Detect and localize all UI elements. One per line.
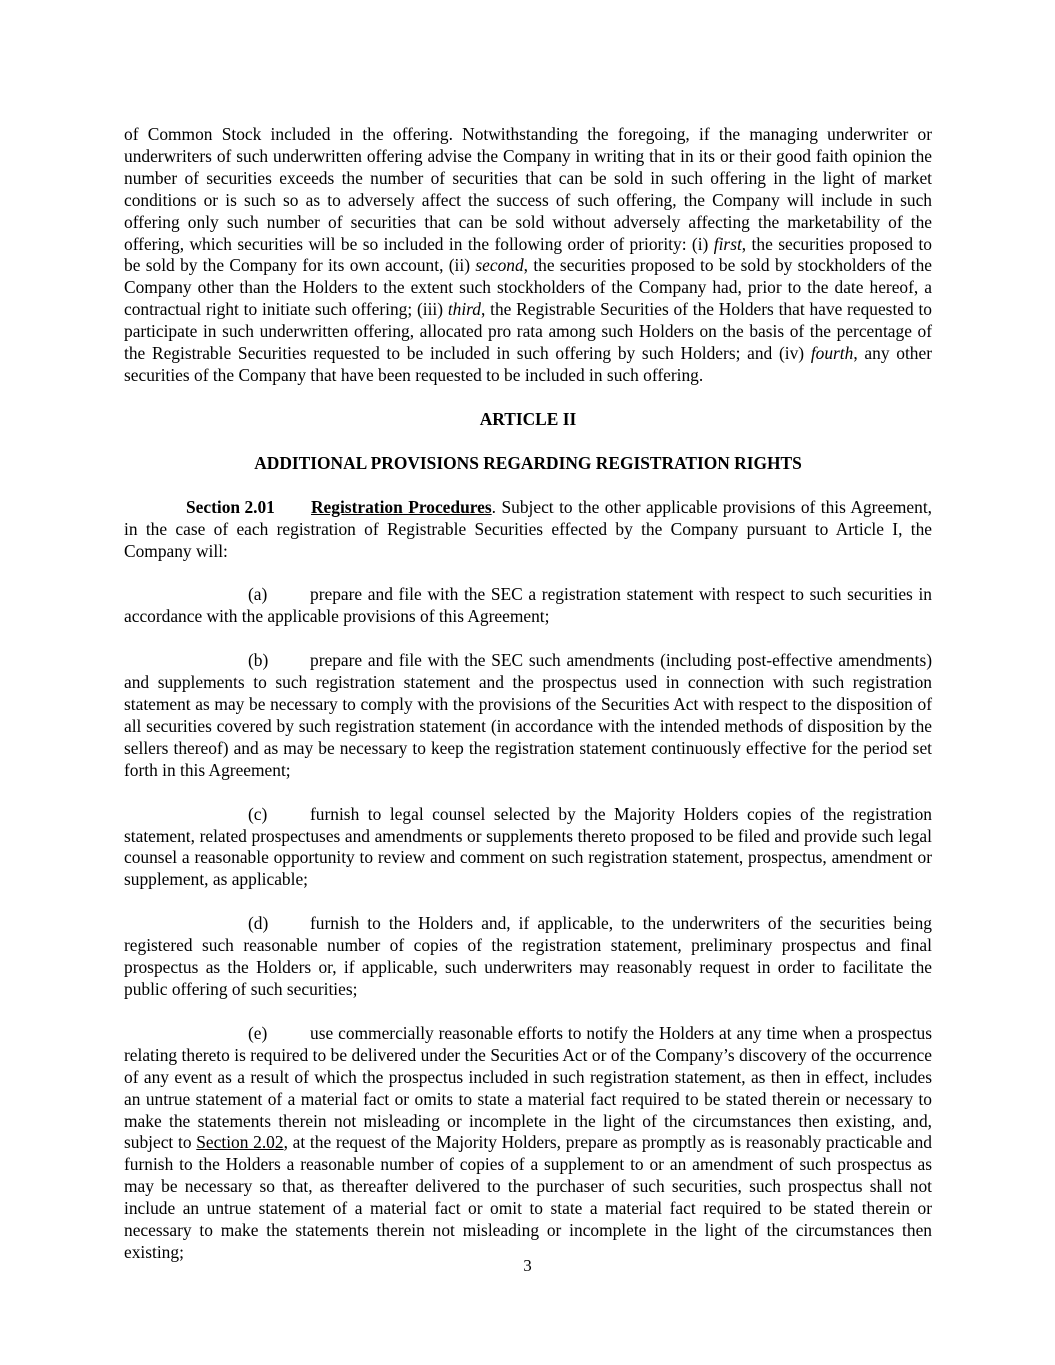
- list-item-b: [124, 650, 932, 781]
- page-number: 3: [523, 1256, 532, 1275]
- section-title: Registration Procedures: [311, 496, 492, 517]
- list-item-a: [124, 584, 932, 628]
- item-text: , at the request of the Majority Holders, prepare as promptly as is reasonably practicable and furnish to the Holders a reasonable number of copies of a supplement to or an amendment of such prospectus as may be necessary so that, as thereafter delivered to the purchaser of such securities, such prospectus shall not include an untrue statement of a material fact or omit to state a material fact required to be stated therein or necessary to make the statements therein not misleading or incomplete in the light of the circumstances then existing;: [124, 1132, 933, 1262]
- item-text: use commercially reasonable efforts to notify the Holders at any time when a prospectus relating thereto is required to be delivered under the Securities Act or of the Company’s discovery of the occurrence of any event as a result of which the prospectus included in such registration statement, as then in effect, includes an untrue statement of a material fact or omits to state a material fact required to be stated therein or necessary to make the statements therein not misleading or incomplete in the light of the circumstances then existing, and, subject to: [124, 1022, 932, 1153]
- item-text: furnish to the Holders and, if applicable, to the underwriters of the securities being registered such reasonable number of copies of the registration statement, preliminary prospectus and final prospectus as the Holders or, if applicable, such underwriters may reasonably request in order to facilitate the public offering of such securities;: [124, 913, 932, 999]
- item-label: (b): [248, 650, 269, 671]
- text-run: of Common Stock included in the offering. Notwithstanding the foregoing, if the managing underwriter or underwriters of such underwritten offering advise the Company in writing that in its or their good faith opinion the number of securities exceeds the number of securities that can be sold in such offering in the light of market conditions or is such so as to adversely affect the success of such offering, the Company will include in such offering only such number of securities that can be sold without adversely affecting the marketability of the offering, which securities will be so included in the following order of priority: (i): [124, 124, 932, 254]
- text-run: , the securities proposed to be sold by the Company for its own account, (ii): [124, 233, 932, 276]
- text-run: , any other securities of the Company that have been requested to be included in such offering.: [124, 343, 932, 385]
- list-item-d: [124, 913, 932, 1001]
- list-item-e: [124, 1023, 932, 1264]
- list-item-c: [124, 804, 932, 892]
- section-2-02-link[interactable]: Section 2.02: [196, 1132, 284, 1153]
- document-page: [124, 124, 932, 1286]
- item-label: (e): [248, 1022, 268, 1043]
- item-text: prepare and file with the SEC a registration statement with respect to such securities in accordance with the applicable provisions of this Agreement;: [124, 584, 932, 627]
- item-text: prepare and file with the SEC such amendments (including post-effective amendments) and supplements to such registration statement and the prospectus used in connection with such registration statement as may be necessary to comply with the provisions of the Securities Act with respect to the disposition of all securities covered by such registration statement (in accordance with the intended methods of disposition by the sellers thereof) and as may be necessary to keep the registration statement continuously effective for the period set forth in this Agreement;: [124, 650, 932, 780]
- article-subtitle: ADDITIONAL PROVISIONS REGARDING REGISTRATION RIGHTS: [254, 452, 802, 473]
- emphasis-second: second: [475, 255, 524, 276]
- emphasis-fourth: fourth: [810, 343, 854, 364]
- item-text: furnish to legal counsel selected by the Majority Holders copies of the registration statement, related prospectuses and amendments or supplements thereto proposed to be filed and provide such legal counsel a reasonable opportunity to review and comment on such registration statement, prospectus, amendment or supplement, as applicable;: [124, 803, 932, 890]
- item-label: (c): [248, 803, 268, 824]
- item-label: (d): [248, 913, 269, 934]
- article-title: ARTICLE II: [479, 408, 577, 429]
- item-label: (a): [248, 584, 268, 605]
- text-run: , the securities proposed to be sold by stockholders of the Company other than the Holders to the extent such stockholders of the Company had, prior to the date hereof, a contractual right to initiate such offering; (iii): [124, 255, 932, 320]
- text-run: , the Registrable Securities of the Holders that have requested to participate in such underwritten offering, allocated pro rata among such Holders on the basis of the percentage of the Registrable Securities requested to be included in such offering by such Holders; and (iv): [124, 299, 932, 364]
- intro-paragraph: [124, 124, 932, 387]
- section-number: Section 2.01: [186, 496, 275, 517]
- emphasis-third: third: [447, 299, 482, 320]
- section-2-01: [124, 497, 932, 563]
- section-text: . Subject to the other applicable provisions of this Agreement, in the case of each registration of Registrable Securities effected by the Company pursuant to Article I, the Company will:: [124, 496, 933, 561]
- emphasis-first: first: [713, 233, 742, 254]
